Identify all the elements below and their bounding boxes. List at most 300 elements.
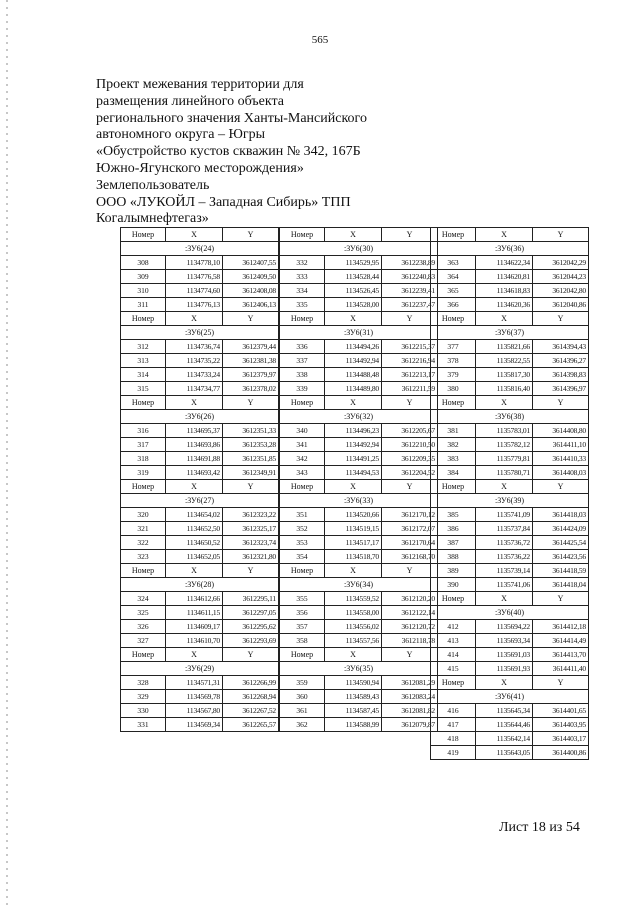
land-plot-row: [280, 494, 438, 508]
point-number: 363: [431, 256, 476, 270]
point-number: 336: [280, 340, 325, 354]
table-row: [121, 606, 279, 620]
y-coordinate: 3614408,03: [533, 466, 589, 480]
land-plot-row: [121, 578, 279, 592]
sheet-counter: Лист 18 из 54: [499, 820, 580, 835]
point-number: 358: [280, 634, 325, 648]
y-coordinate: 3612268,94: [223, 690, 279, 704]
scan-edge-mark: [6, 0, 8, 905]
table-row: [280, 424, 438, 438]
col-header-y: Y: [382, 312, 438, 326]
y-coordinate: 3612266,99: [223, 676, 279, 690]
y-coordinate: 3612083,24: [382, 690, 438, 704]
x-coordinate: 1134557,56: [325, 634, 382, 648]
x-coordinate: 1134494,26: [325, 340, 382, 354]
col-header-number: Номер: [431, 480, 476, 494]
header-line: Землепользователь: [96, 177, 210, 193]
land-plot-label: :ЗУ6(31): [280, 326, 438, 340]
column-header-row: [121, 564, 279, 578]
col-header-y: Y: [223, 480, 279, 494]
column-header-row: [280, 228, 438, 242]
point-number: 388: [431, 550, 476, 564]
y-coordinate: 3612122,14: [382, 606, 438, 620]
col-header-y: Y: [533, 676, 589, 690]
point-number: 359: [280, 676, 325, 690]
header-line: размещения линейного объекта: [96, 93, 284, 109]
point-number: 312: [121, 340, 166, 354]
col-header-y: Y: [223, 564, 279, 578]
x-coordinate: 1134519,15: [325, 522, 382, 536]
x-coordinate: 1135737,84: [476, 522, 533, 536]
point-number: 418: [431, 732, 476, 746]
col-header-number: Номер: [121, 396, 166, 410]
coordinates-table-left: [120, 227, 279, 732]
table-row: [280, 634, 438, 648]
land-plot-label: :ЗУ6(32): [280, 410, 438, 424]
column-header-row: [121, 312, 279, 326]
table-row: [121, 508, 279, 522]
table-row: [121, 718, 279, 732]
col-header-x: X: [166, 648, 223, 662]
x-coordinate: 1134569,78: [166, 690, 223, 704]
point-number: 417: [431, 718, 476, 732]
table-row: [431, 368, 589, 382]
header-line: автономного округа – Югры: [96, 127, 265, 143]
x-coordinate: 1134489,80: [325, 382, 382, 396]
table-row: [280, 522, 438, 536]
col-header-x: X: [166, 228, 223, 242]
table-row: [431, 746, 589, 760]
header-line: Проект межевания территории для: [96, 77, 304, 92]
table-row: [280, 466, 438, 480]
table-row: [431, 634, 589, 648]
x-coordinate: 1135782,12: [476, 438, 533, 452]
y-coordinate: 3614400,86: [533, 746, 589, 760]
point-number: 365: [431, 284, 476, 298]
table-row: [431, 578, 589, 592]
col-header-x: X: [325, 312, 382, 326]
x-coordinate: 1134693,42: [166, 466, 223, 480]
y-coordinate: 3612216,94: [382, 354, 438, 368]
y-coordinate: 3612120,72: [382, 620, 438, 634]
col-header-y: Y: [533, 228, 589, 242]
table-row: [431, 704, 589, 718]
y-coordinate: 3612215,37: [382, 340, 438, 354]
y-coordinate: 3612118,78: [382, 634, 438, 648]
point-number: 389: [431, 564, 476, 578]
table-row: [121, 690, 279, 704]
y-coordinate: 3612240,83: [382, 270, 438, 284]
point-number: 415: [431, 662, 476, 676]
x-coordinate: 1134528,44: [325, 270, 382, 284]
y-coordinate: 3614418,04: [533, 578, 589, 592]
document-header: [96, 77, 516, 228]
col-header-number: Номер: [431, 592, 476, 606]
x-coordinate: 1134494,53: [325, 466, 382, 480]
land-plot-row: [121, 242, 279, 256]
table-row: [431, 550, 589, 564]
x-coordinate: 1134488,48: [325, 368, 382, 382]
y-coordinate: 3612044,23: [533, 270, 589, 284]
y-coordinate: 3614424,09: [533, 522, 589, 536]
col-header-x: X: [325, 396, 382, 410]
y-coordinate: 3612170,64: [382, 536, 438, 550]
y-coordinate: 3614396,27: [533, 354, 589, 368]
point-number: 319: [121, 466, 166, 480]
point-number: 381: [431, 424, 476, 438]
y-coordinate: 3612295,62: [223, 620, 279, 634]
column-header-row: [280, 396, 438, 410]
column-header-row: [431, 312, 589, 326]
land-plot-row: [280, 242, 438, 256]
y-coordinate: 3614414,49: [533, 634, 589, 648]
col-header-y: Y: [223, 648, 279, 662]
point-number: 324: [121, 592, 166, 606]
x-coordinate: 1134496,23: [325, 424, 382, 438]
col-header-x: X: [325, 648, 382, 662]
point-number: 379: [431, 368, 476, 382]
y-coordinate: 3612351,33: [223, 424, 279, 438]
col-header-number: Номер: [121, 648, 166, 662]
coordinates-table-middle: [279, 227, 438, 732]
table-row: [280, 452, 438, 466]
table-row: [280, 550, 438, 564]
table-row: [431, 354, 589, 368]
y-coordinate: 3614408,80: [533, 424, 589, 438]
table-row: [431, 256, 589, 270]
land-plot-label: :ЗУ6(26): [121, 410, 279, 424]
x-coordinate: 1134654,02: [166, 508, 223, 522]
y-coordinate: 3612293,69: [223, 634, 279, 648]
x-coordinate: 1135642,14: [476, 732, 533, 746]
land-plot-label: :ЗУ6(39): [431, 494, 589, 508]
table-row: [121, 382, 279, 396]
table-row: [431, 732, 589, 746]
x-coordinate: 1135644,46: [476, 718, 533, 732]
y-coordinate: 3612079,87: [382, 718, 438, 732]
table-row: [431, 564, 589, 578]
table-row: [121, 368, 279, 382]
point-number: 355: [280, 592, 325, 606]
point-number: 314: [121, 368, 166, 382]
point-number: 316: [121, 424, 166, 438]
x-coordinate: 1134776,13: [166, 298, 223, 312]
col-header-number: Номер: [431, 228, 476, 242]
table-row: [121, 340, 279, 354]
y-coordinate: 3612267,52: [223, 704, 279, 718]
header-line: Южно-Ягунского месторождения»: [96, 160, 304, 176]
point-number: 318: [121, 452, 166, 466]
x-coordinate: 1135817,30: [476, 368, 533, 382]
y-coordinate: 3612379,97: [223, 368, 279, 382]
land-plot-label: :ЗУ6(25): [121, 326, 279, 340]
col-header-number: Номер: [431, 676, 476, 690]
point-number: 383: [431, 452, 476, 466]
land-plot-row: [431, 410, 589, 424]
land-plot-row: [121, 326, 279, 340]
x-coordinate: 1134517,17: [325, 536, 382, 550]
col-header-x: X: [166, 312, 223, 326]
y-coordinate: 3612381,38: [223, 354, 279, 368]
point-number: 356: [280, 606, 325, 620]
x-coordinate: 1134529,95: [325, 256, 382, 270]
x-coordinate: 1134691,88: [166, 452, 223, 466]
point-number: 338: [280, 368, 325, 382]
point-number: 327: [121, 634, 166, 648]
table-row: [280, 592, 438, 606]
table-row: [431, 270, 589, 284]
table-row: [121, 466, 279, 480]
point-number: 387: [431, 536, 476, 550]
col-header-number: Номер: [280, 228, 325, 242]
col-header-x: X: [325, 480, 382, 494]
point-number: 354: [280, 550, 325, 564]
col-header-x: X: [476, 228, 533, 242]
x-coordinate: 1134652,05: [166, 550, 223, 564]
x-coordinate: 1134558,00: [325, 606, 382, 620]
col-header-y: Y: [533, 480, 589, 494]
col-header-x: X: [476, 396, 533, 410]
col-header-y: Y: [382, 648, 438, 662]
table-row: [431, 662, 589, 676]
x-coordinate: 1135816,40: [476, 382, 533, 396]
point-number: 390: [431, 578, 476, 592]
point-number: 309: [121, 270, 166, 284]
table-row: [431, 424, 589, 438]
x-coordinate: 1134492,94: [325, 438, 382, 452]
land-plot-row: [431, 326, 589, 340]
col-header-x: X: [476, 480, 533, 494]
col-header-number: Номер: [280, 564, 325, 578]
x-coordinate: 1135739,14: [476, 564, 533, 578]
table-row: [121, 634, 279, 648]
x-coordinate: 1134620,81: [476, 270, 533, 284]
y-coordinate: 3612170,12: [382, 508, 438, 522]
y-coordinate: 3612407,55: [223, 256, 279, 270]
col-header-x: X: [476, 312, 533, 326]
col-header-number: Номер: [431, 396, 476, 410]
column-header-row: [121, 648, 279, 662]
col-header-x: X: [325, 564, 382, 578]
col-header-y: Y: [533, 592, 589, 606]
column-header-row: [431, 480, 589, 494]
table-row: [280, 382, 438, 396]
point-number: 325: [121, 606, 166, 620]
x-coordinate: 1134528,00: [325, 298, 382, 312]
table-row: [121, 536, 279, 550]
col-header-y: Y: [533, 312, 589, 326]
point-number: 339: [280, 382, 325, 396]
x-coordinate: 1134652,50: [166, 522, 223, 536]
x-coordinate: 1134733,24: [166, 368, 223, 382]
y-coordinate: 3612204,52: [382, 466, 438, 480]
x-coordinate: 1134520,66: [325, 508, 382, 522]
point-number: 414: [431, 648, 476, 662]
col-header-x: X: [476, 592, 533, 606]
col-header-number: Номер: [121, 564, 166, 578]
table-row: [121, 620, 279, 634]
point-number: 353: [280, 536, 325, 550]
col-header-number: Номер: [280, 480, 325, 494]
x-coordinate: 1134650,52: [166, 536, 223, 550]
land-plot-label: :ЗУ6(29): [121, 662, 279, 676]
y-coordinate: 3612210,50: [382, 438, 438, 452]
table-row: [280, 536, 438, 550]
col-header-y: Y: [223, 228, 279, 242]
point-number: 332: [280, 256, 325, 270]
table-row: [280, 284, 438, 298]
table-row: [431, 298, 589, 312]
y-coordinate: 3612172,07: [382, 522, 438, 536]
table-row: [121, 256, 279, 270]
x-coordinate: 1134526,45: [325, 284, 382, 298]
x-coordinate: 1134774,60: [166, 284, 223, 298]
y-coordinate: 3612323,22: [223, 508, 279, 522]
land-plot-row: [280, 662, 438, 676]
point-number: 343: [280, 466, 325, 480]
col-header-number: Номер: [121, 480, 166, 494]
point-number: 322: [121, 536, 166, 550]
land-plot-row: [280, 578, 438, 592]
table-row: [431, 522, 589, 536]
col-header-x: X: [166, 396, 223, 410]
land-plot-row: [121, 662, 279, 676]
land-plot-label: :ЗУ6(34): [280, 578, 438, 592]
x-coordinate: 1134589,43: [325, 690, 382, 704]
y-coordinate: 3612081,82: [382, 704, 438, 718]
point-number: 361: [280, 704, 325, 718]
x-coordinate: 1134587,45: [325, 704, 382, 718]
col-header-x: X: [325, 228, 382, 242]
point-number: 326: [121, 620, 166, 634]
x-coordinate: 1135645,34: [476, 704, 533, 718]
x-coordinate: 1134491,25: [325, 452, 382, 466]
table-row: [121, 550, 279, 564]
col-header-y: Y: [382, 396, 438, 410]
point-number: 416: [431, 704, 476, 718]
x-coordinate: 1135821,66: [476, 340, 533, 354]
point-number: 360: [280, 690, 325, 704]
col-header-number: Номер: [280, 396, 325, 410]
land-plot-row: [121, 410, 279, 424]
point-number: 341: [280, 438, 325, 452]
y-coordinate: 3614411,40: [533, 662, 589, 676]
point-number: 323: [121, 550, 166, 564]
point-number: 378: [431, 354, 476, 368]
table-row: [431, 718, 589, 732]
table-row: [121, 424, 279, 438]
y-coordinate: 3612321,80: [223, 550, 279, 564]
x-coordinate: 1134559,52: [325, 592, 382, 606]
x-coordinate: 1134693,86: [166, 438, 223, 452]
point-number: 366: [431, 298, 476, 312]
x-coordinate: 1135691,03: [476, 648, 533, 662]
table-row: [121, 452, 279, 466]
x-coordinate: 1134736,74: [166, 340, 223, 354]
x-coordinate: 1135779,81: [476, 452, 533, 466]
y-coordinate: 3614394,43: [533, 340, 589, 354]
point-number: 320: [121, 508, 166, 522]
column-header-row: [280, 648, 438, 662]
land-plot-row: [431, 606, 589, 620]
table-row: [431, 466, 589, 480]
x-coordinate: 1135780,71: [476, 466, 533, 480]
table-row: [280, 368, 438, 382]
y-coordinate: 3612349,91: [223, 466, 279, 480]
y-coordinate: 3612040,86: [533, 298, 589, 312]
col-header-y: Y: [382, 480, 438, 494]
table-row: [431, 508, 589, 522]
y-coordinate: 3614410,33: [533, 452, 589, 466]
x-coordinate: 1134735,22: [166, 354, 223, 368]
col-header-number: Номер: [280, 648, 325, 662]
table-row: [431, 340, 589, 354]
point-number: 331: [121, 718, 166, 732]
column-header-row: [121, 396, 279, 410]
table-row: [280, 620, 438, 634]
y-coordinate: 3614423,56: [533, 550, 589, 564]
table-row: [121, 676, 279, 690]
y-coordinate: 3614401,65: [533, 704, 589, 718]
x-coordinate: 1135691,93: [476, 662, 533, 676]
y-coordinate: 3612297,05: [223, 606, 279, 620]
point-number: 317: [121, 438, 166, 452]
x-coordinate: 1134518,70: [325, 550, 382, 564]
table-row: [121, 522, 279, 536]
x-coordinate: 1134622,34: [476, 256, 533, 270]
point-number: 330: [121, 704, 166, 718]
x-coordinate: 1135783,01: [476, 424, 533, 438]
land-plot-row: [280, 326, 438, 340]
y-coordinate: 3614403,17: [533, 732, 589, 746]
table-row: [280, 256, 438, 270]
y-coordinate: 3612379,44: [223, 340, 279, 354]
y-coordinate: 3612211,59: [382, 382, 438, 396]
point-number: 385: [431, 508, 476, 522]
point-number: 335: [280, 298, 325, 312]
x-coordinate: 1134618,83: [476, 284, 533, 298]
point-number: 352: [280, 522, 325, 536]
point-number: 362: [280, 718, 325, 732]
table-row: [280, 690, 438, 704]
col-header-y: Y: [223, 396, 279, 410]
col-header-x: X: [166, 564, 223, 578]
table-row: [280, 298, 438, 312]
col-header-y: Y: [382, 564, 438, 578]
x-coordinate: 1134611,15: [166, 606, 223, 620]
land-plot-label: :ЗУ6(27): [121, 494, 279, 508]
table-row: [121, 438, 279, 452]
land-plot-label: :ЗУ6(37): [431, 326, 589, 340]
x-coordinate: 1134609,17: [166, 620, 223, 634]
y-coordinate: 3612238,89: [382, 256, 438, 270]
point-number: 377: [431, 340, 476, 354]
y-coordinate: 3612120,20: [382, 592, 438, 606]
point-number: 340: [280, 424, 325, 438]
point-number: 329: [121, 690, 166, 704]
x-coordinate: 1135736,72: [476, 536, 533, 550]
land-plot-row: [431, 494, 589, 508]
header-line: «Обустройство кустов скважин № 342, 167Б: [96, 144, 361, 160]
y-coordinate: 3612406,13: [223, 298, 279, 312]
column-header-row: [280, 480, 438, 494]
point-number: 333: [280, 270, 325, 284]
point-number: 311: [121, 298, 166, 312]
point-number: 321: [121, 522, 166, 536]
land-plot-row: [431, 690, 589, 704]
col-header-y: Y: [223, 312, 279, 326]
y-coordinate: 3612325,17: [223, 522, 279, 536]
